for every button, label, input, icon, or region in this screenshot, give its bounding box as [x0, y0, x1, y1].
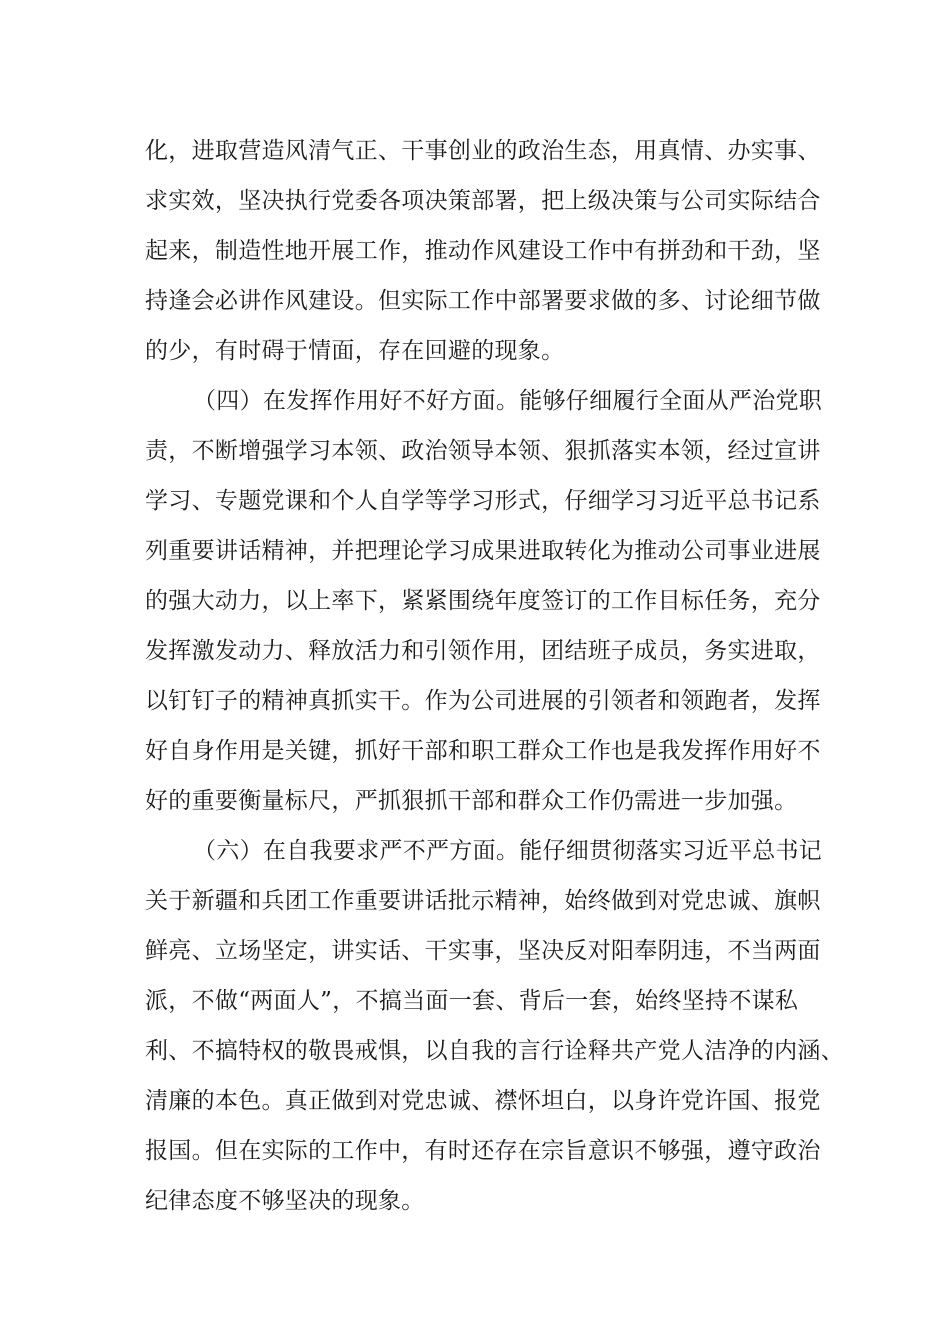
paragraph-line: （六）在自我要求严不严方面。能仔细贯彻落实习近平总书记 — [193, 838, 823, 864]
paragraph-line: 发挥激发动力、释放活力和引领作用，团结班子成员，务实进取， — [145, 638, 821, 664]
paragraph-line: 派，不做“两面人”，不搞当面一套、背后一套，始终坚持不谋私 — [145, 988, 799, 1014]
paragraph-line: 求实效，坚决执行党委各项决策部署，把上级决策与公司实际结合 — [145, 188, 821, 214]
paragraph-line: 鲜亮、立场坚定，讲实话、干实事，坚决反对阳奉阴违，不当两面 — [145, 938, 821, 964]
paragraph-line: 起来，制造性地开展工作，推动作风建设工作中有拼劲和干劲，坚 — [145, 238, 821, 264]
paragraph-line: 的强大动力，以上率下，紧紧围绕年度签订的工作目标任务，充分 — [145, 588, 821, 614]
paragraph-line: 好自身作用是关键，抓好干部和职工群众工作也是我发挥作用好不 — [145, 738, 821, 764]
paragraph-line: 列重要讲话精神，并把理论学习成果进取转化为推动公司事业进展 — [145, 538, 821, 564]
paragraph-line: 责，不断增强学习本领、政治领导本领、狠抓落实本领，经过宣讲 — [145, 438, 821, 464]
paragraph-line: 持逢会必讲作风建设。但实际工作中部署要求做的多、讨论细节做 — [145, 288, 821, 314]
paragraph-line: 纪律态度不够坚决的现象。 — [145, 1188, 425, 1214]
paragraph-line: 化，进取营造风清气正、干事创业的政治生态，用真情、办实事、 — [145, 138, 821, 164]
paragraph-line: 关于新疆和兵团工作重要讲话批示精神，始终做到对党忠诚、旗帜 — [145, 888, 821, 914]
paragraph-line: （四）在发挥作用好不好方面。能够仔细履行全面从严治党职 — [193, 388, 823, 414]
paragraph-line: 以钉钉子的精神真抓实干。作为公司进展的引领者和领跑者，发挥 — [145, 688, 821, 714]
paragraph-line: 的少，有时碍于情面，存在回避的现象。 — [145, 338, 565, 364]
paragraph-line: 好的重要衡量标尺，严抓狠抓干部和群众工作仍需进一步加强。 — [145, 788, 798, 814]
paragraph-line: 清廉的本色。真正做到对党忠诚、襟怀坦白，以身许党许国、报党 — [145, 1088, 821, 1114]
paragraph-line: 利、不搞特权的敬畏戒惧，以自我的言行诠释共产党人洁净的内涵、 — [145, 1038, 844, 1064]
paragraph-line: 报国。但在实际的工作中，有时还存在宗旨意识不够强，遵守政治 — [145, 1138, 821, 1164]
paragraph-line: 学习、专题党课和个人自学等学习形式，仔细学习习近平总书记系 — [145, 488, 821, 514]
